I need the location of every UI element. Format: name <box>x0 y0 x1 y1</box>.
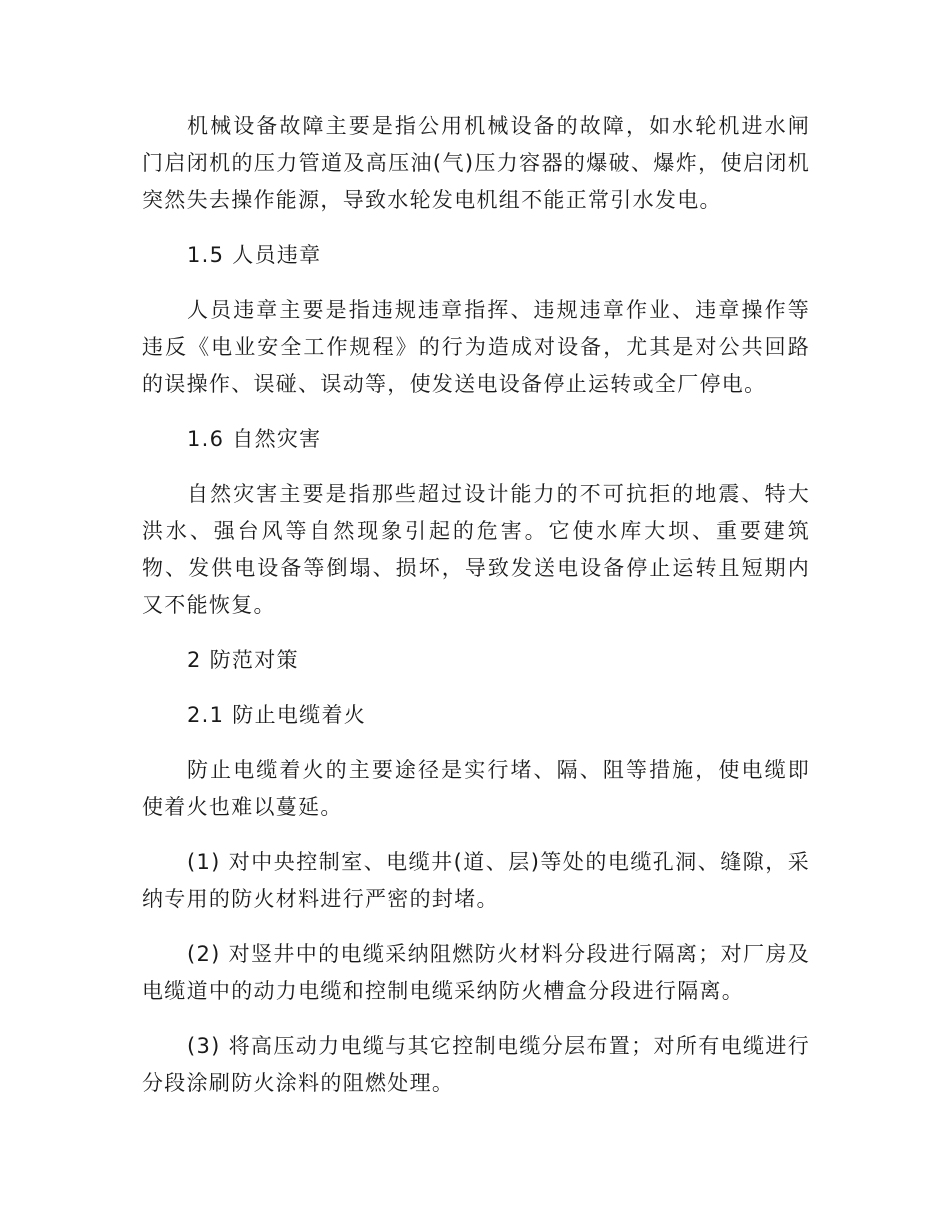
paragraph-measure-1: (1) 对中央控制室、电缆井(道、层)等处的电缆孔洞、缝隙，采纳专用的防火材料进行严密的封堵。 <box>142 850 810 911</box>
paragraph-measure-3: (3) 将高压动力电缆与其它控制电缆分层布置；对所有电缆进行分段涂刷防火涂料的阻燃处理。 <box>142 1034 810 1095</box>
paragraph-natural-disaster: 自然灾害主要是指那些超过设计能力的不可抗拒的地震、特大洪水、强台风等自然现象引起的危害。它使水库大坝、重要建筑物、发供电设备等倒塌、损坏，导致发送电设备停止运转且短期内又不能恢复。 <box>142 482 810 617</box>
paragraph-measure-2: (2) 对竖井中的电缆采纳阻燃防火材料分段进行隔离；对厂房及电缆道中的动力电缆和控制电缆采纳防火槽盒分段进行隔离。 <box>142 942 810 1003</box>
section-heading-2: 2 防范对策 <box>187 648 299 672</box>
section-heading-2-1: 2.1 防止电缆着火 <box>187 703 367 727</box>
section-heading-1-5: 1.5 人员违章 <box>187 243 322 267</box>
paragraph-cable-fire-prevention: 防止电缆着火的主要途径是实行堵、隔、阻等措施，使电缆即使着火也难以蔓延。 <box>142 758 810 819</box>
section-heading-1-6: 1.6 自然灾害 <box>187 427 322 451</box>
document-body <box>142 108 810 1120</box>
paragraph-mechanical-failure: 机械设备故障主要是指公用机械设备的故障，如水轮机进水闸门启闭机的压力管道及高压油(气)压力容器的爆破、爆炸，使启闭机突然失去操作能源，导致水轮发电机组不能正常引水发电。 <box>142 114 810 212</box>
paragraph-personnel-violation: 人员违章主要是指违规违章指挥、违规违章作业、违章操作等违反《电业安全工作规程》的行为造成对设备，尤其是对公共回路的误操作、误碰、误动等，使发送电设备停止运转或全厂停电。 <box>142 298 810 396</box>
